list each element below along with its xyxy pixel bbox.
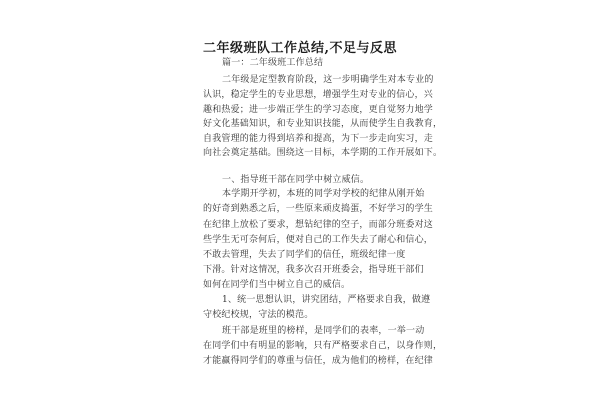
section-heading: 篇一：二年级班工作总结 [222,58,324,68]
paragraph-line: 在同学们中有明显的影响，只有严格要求自己，以身作则， [203,341,443,351]
list-item-line: 1、统一思想认识，讲究团结，严格要求自我，做遵 [222,295,431,305]
paragraph-line: 班干部是班里的榜样，是同学们的表率，一举一动 [222,326,425,336]
document-title: 二年级班队工作总结,不足与反思 [202,41,398,56]
paragraph-line: 二年级是定型教育阶段，这一步明确学生对本专业的 [222,75,434,85]
paragraph-line: 才能赢得同学们的尊重与信任，成为他们的榜样，在纪律 [203,356,434,366]
list-item-line: 守校纪校规，守法的模范。 [203,310,314,320]
paragraph-line: 的好奇到熟悉之后，一些原来顽皮捣蛋，不好学习的学生 [203,204,434,214]
paragraph-line: 趣和热爱；进一步端正学生的学习态度，更自觉努力地学 [203,105,434,115]
paragraph-line: 下滑。针对这情况，我多次召开班委会，指导班干部们 [203,265,424,275]
paragraph-line: 本学期开学初，本班的同学对学校的纪律从刚开始 [222,189,425,199]
paragraph-line: 认识，稳定学生的专业思想，增强学生对专业的信心，兴 [203,90,434,100]
paragraph-line: 在纪律上放松了要求，想钻纪律的空子，而部分班委对这 [203,220,434,230]
subsection-heading: 一、指导班干部在同学中树立威信。 [222,175,370,185]
paragraph-line: 如何在同学们当中树立自己的威信。 [203,280,351,290]
paragraph-line: 自我管理的能力得到培养和提高，为下一步走向实习，走 [203,134,434,144]
paragraph-line: 好文化基础知识，和专业知识技能，从而使学生自我教育， [203,119,443,129]
paragraph-line: 向社会奠定基础。围绕这一目标，本学期的工作开展如下。 [203,148,443,158]
paragraph-line: 些学生无可奈何后，便对自己的工作失去了耐心和信心， [203,235,434,245]
paragraph-line: 不敢去管理，失去了同学们的信任，班级纪律一度 [203,250,406,260]
